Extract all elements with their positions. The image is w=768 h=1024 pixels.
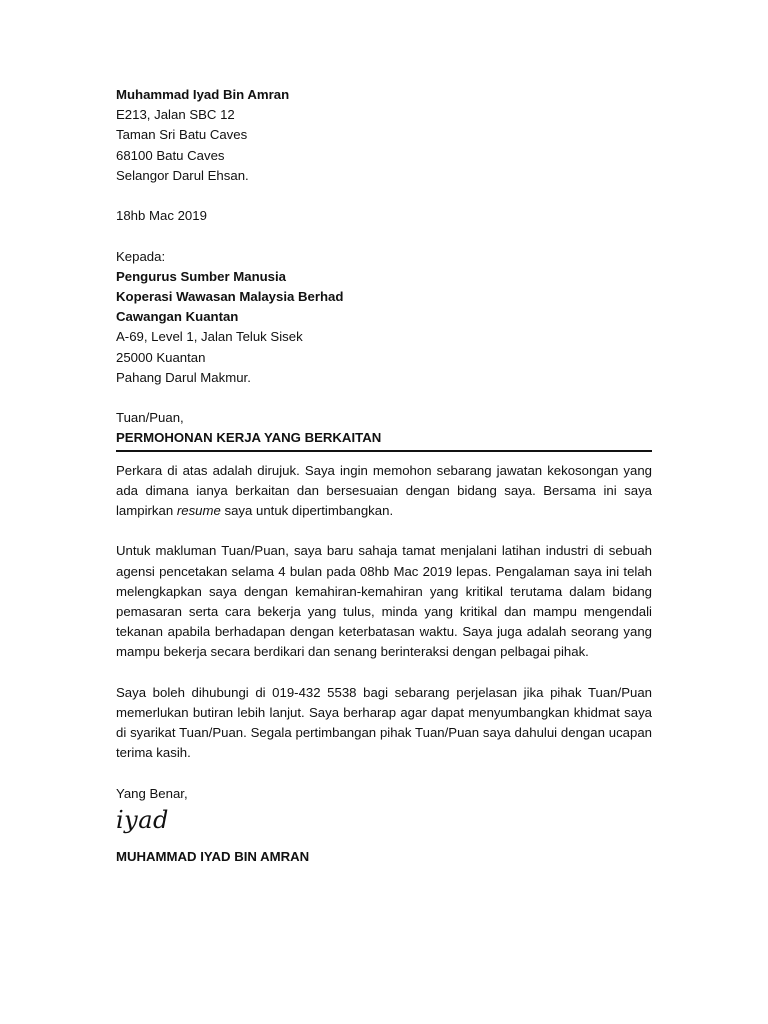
closing: Yang Benar,: [116, 785, 188, 801]
sender-block: [116, 85, 652, 186]
subject-heading: PERMOHONAN KERJA YANG BERKAITAN: [116, 428, 652, 451]
sender-address-line: E213, Jalan SBC 12: [116, 107, 235, 123]
recipient-branch: Cawangan Kuantan: [116, 309, 239, 325]
signatory-name: MUHAMMAD IYAD BIN AMRAN: [116, 849, 310, 865]
sender-address-line: Taman Sri Batu Caves: [116, 127, 248, 143]
recipient-block: [116, 247, 652, 388]
letter-date: 18hb Mac 2019: [116, 208, 207, 224]
body-paragraph-1: Perkara di atas adalah dirujuk. Saya ingin memohon sebarang jawatan kekosongan yang ada dimana ianya berkaitan dan bersesuaian dengan bidang saya. Bersama ini saya lampirkan resume saya untuk dipertimbangkan.: [116, 462, 652, 519]
recipient-company: Koperasi Wawasan Malaysia Berhad: [116, 289, 344, 304]
sender-address-line: 68100 Batu Caves: [116, 147, 225, 163]
letter-content: [116, 85, 652, 867]
recipient-address-line: A-69, Level 1, Jalan Teluk Sisek: [116, 329, 303, 345]
sender-address-line: Selangor Darul Ehsan.: [116, 167, 249, 183]
body-paragraph-2: Untuk makluman Tuan/Puan, saya baru sahaja tamat menjalani latihan industri di sebuah agensi pencetakan selama 4 bulan pada 08hb Mac 2019 lepas. Pengalaman saya ini telah melengkapkan saya dengan kemahiran-kemahiran yang kritikal terutama dalam bidang pemasaran serta cara bekerja yang tulus, minda yang kritikal dan mampu mengendali tekanan apabila berhadapan dengan keterbatasan waktu. Saya juga adalah seorang yang mampu bekerja secara berdikari dan senang berinteraksi dengan pelbagai pihak.: [116, 543, 652, 660]
recipient-address-line: Pahang Darul Makmur.: [116, 369, 251, 385]
body-paragraph-3: Saya boleh dihubungi di 019-432 5538 bagi sebarang perjelasan jika pihak Tuan/Puan memerlukan butiran lebih lanjut. Saya berharap agar dapat menyumbangkan khidmat saya di syarikat Tuan/Puan. Segala pertimbangan pihak Tuan/Puan saya dahului dengan ucapan terima kasih.: [116, 684, 652, 761]
recipient-label: Kepada:: [116, 248, 166, 264]
recipient-title: Pengurus Sumber Manusia: [116, 268, 287, 284]
recipient-address-line: 25000 Kuantan: [116, 349, 206, 365]
resume-emphasis: resume: [176, 503, 221, 519]
salutation: Tuan/Puan,: [116, 410, 184, 426]
signature: iyad: [116, 806, 169, 835]
sender-name: Muhammad Iyad Bin Amran: [116, 87, 290, 102]
